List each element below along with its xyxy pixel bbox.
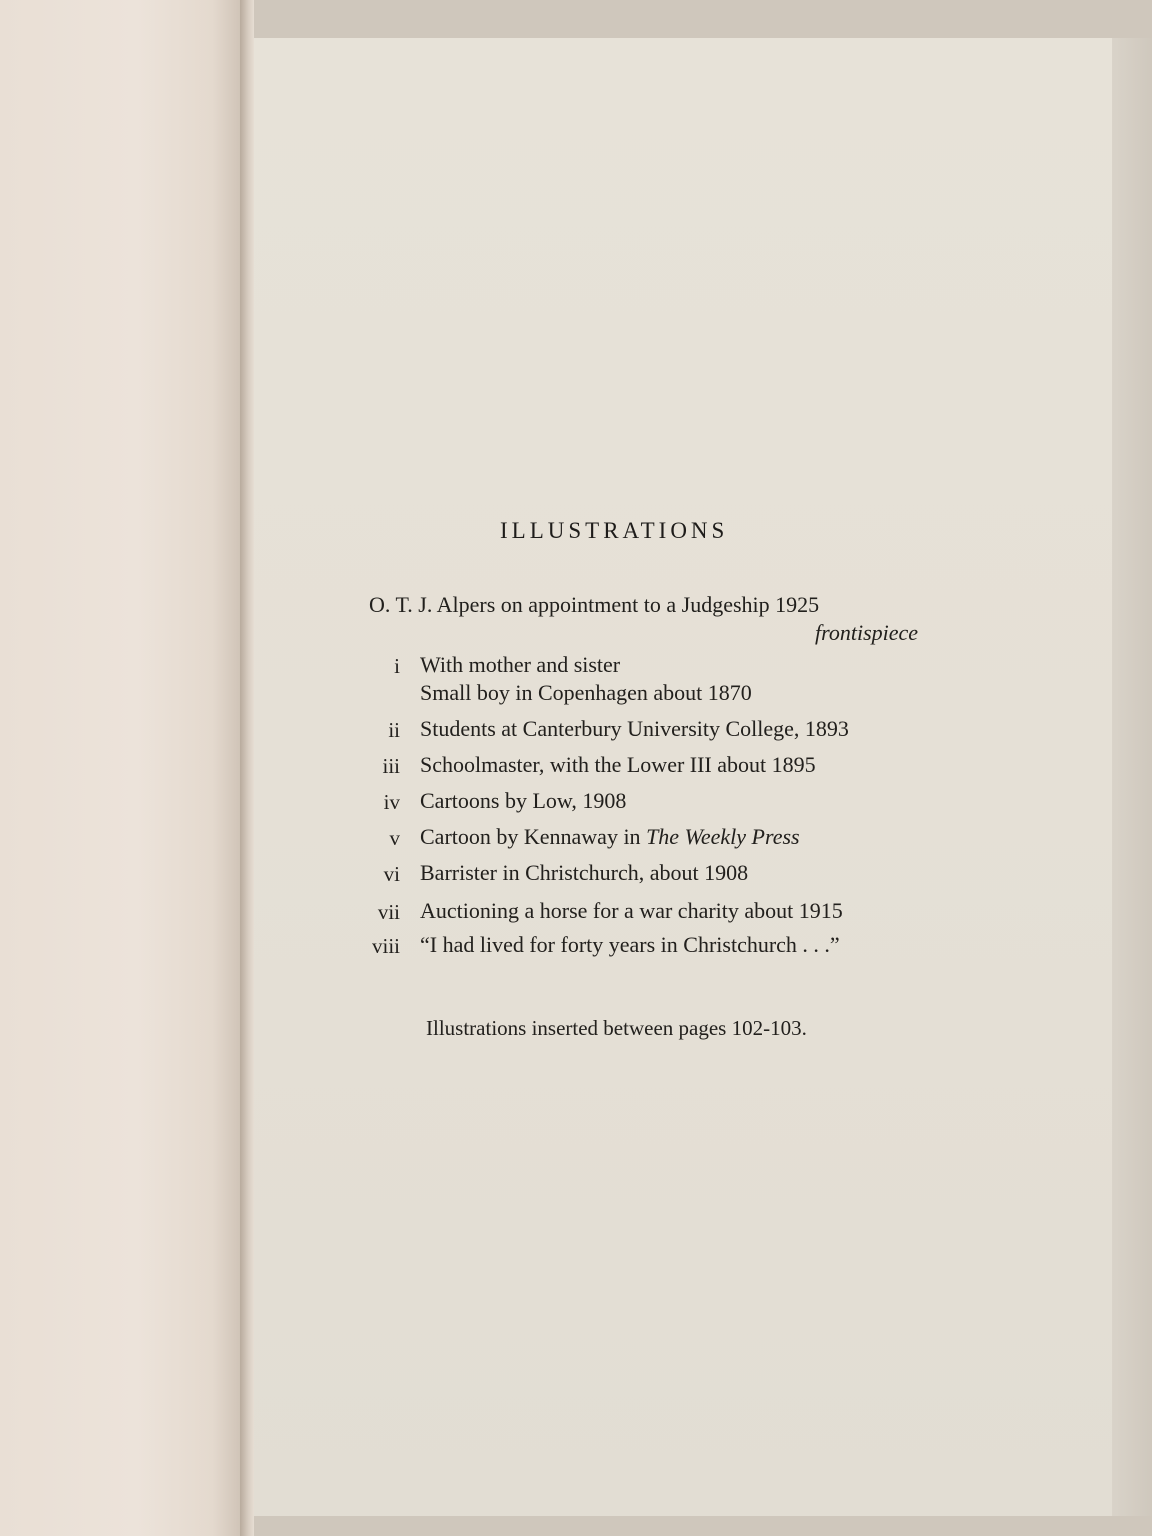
entry-text: Students at Canterbury University College, 1893 — [420, 716, 849, 741]
entry-number: iv — [383, 790, 400, 814]
insertion-note: Illustrations inserted between pages 102-103. — [426, 1016, 807, 1040]
page-title: ILLUSTRATIONS — [500, 518, 729, 543]
page-edge — [1112, 38, 1152, 1516]
entry-number: ii — [388, 718, 400, 742]
entry-text: With mother and sister — [420, 652, 621, 677]
entry-text: Small boy in Copenhagen about 1870 — [420, 680, 752, 705]
frontispiece-caption: O. T. J. Alpers on appointment to a Judgeship 1925 — [369, 592, 820, 617]
entry-text: Schoolmaster, with the Lower III about 1895 — [420, 752, 816, 777]
entry-number: vi — [383, 862, 400, 886]
entry-text-prefix: Cartoon by Kennaway in — [420, 824, 647, 849]
entry-text — [420, 824, 800, 850]
publication-title: The Weekly Press — [646, 824, 800, 849]
entry-number: i — [394, 654, 400, 678]
facing-page — [0, 0, 250, 1536]
entry-text: Barrister in Christchurch, about 1908 — [420, 860, 749, 885]
entry-number: v — [389, 826, 400, 850]
entry-number: vii — [377, 900, 400, 924]
entry-number: iii — [382, 754, 400, 778]
book-gutter — [240, 0, 254, 1536]
entry-text: Cartoons by Low, 1908 — [420, 788, 627, 813]
frontispiece-label: frontispiece — [815, 620, 919, 645]
entry-text: Auctioning a horse for a war charity about 1915 — [420, 898, 843, 923]
entry-text: “I had lived for forty years in Christchurch . . .” — [420, 932, 840, 957]
entry-number: viii — [371, 934, 400, 958]
